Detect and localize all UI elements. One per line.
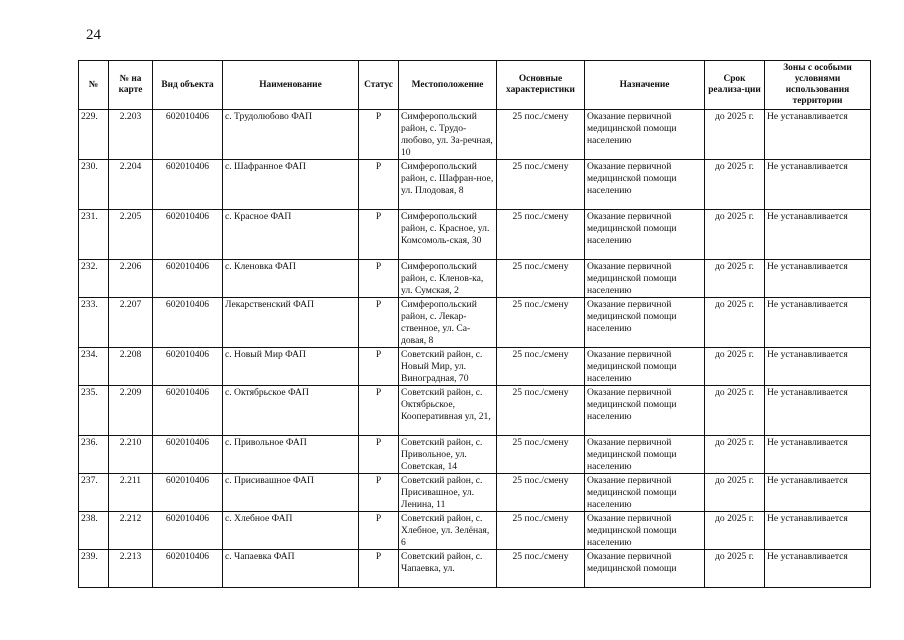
object-name-text: с. Привольное ФАП (225, 437, 307, 448)
header-zones: Зоны с особыми условиями использования территории (765, 61, 871, 110)
cell-special-zones (765, 210, 871, 260)
cell-row-number (79, 386, 109, 436)
object-status-text: Р (375, 437, 382, 448)
cell-object-status (359, 160, 399, 210)
row-number-text: 237. (81, 475, 98, 486)
table-row (79, 348, 871, 386)
map-number-text: 2.212 (119, 513, 142, 524)
cell-object-characteristics (497, 260, 585, 298)
cell-object-location (399, 512, 497, 550)
cell-object-status (359, 386, 399, 436)
cell-object-name (223, 474, 359, 512)
special-zones-text: Не устанавливается (767, 551, 848, 562)
cell-object-type-code (153, 260, 223, 298)
cell-implementation-deadline (705, 260, 765, 298)
row-number-text: 238. (81, 513, 98, 524)
cell-object-status (359, 550, 399, 588)
cell-object-type-code (153, 348, 223, 386)
row-number-text: 234. (81, 349, 98, 360)
header-status: Статус (359, 61, 399, 110)
object-characteristics-text: 25 пос./смену (512, 261, 569, 272)
row-number-text: 236. (81, 437, 98, 448)
object-location-text: Симферопольский район, с. Шафран-ное, ул. Плодовая, 8 (401, 161, 494, 196)
cell-map-number (109, 512, 153, 550)
cell-implementation-deadline (705, 512, 765, 550)
cell-special-zones (765, 348, 871, 386)
cell-object-type-code (153, 550, 223, 588)
implementation-deadline-text: до 2025 г. (715, 349, 754, 360)
special-zones-text: Не устанавливается (767, 211, 848, 222)
header-map-num: № на карте (109, 61, 153, 110)
object-type-code-text: 602010406 (165, 387, 210, 398)
implementation-deadline-text: до 2025 г. (715, 513, 754, 524)
object-name-text: с. Красное ФАП (225, 211, 292, 222)
cell-object-location (399, 436, 497, 474)
cell-implementation-deadline (705, 110, 765, 160)
object-characteristics-text: 25 пос./смену (512, 437, 569, 448)
implementation-deadline-text: до 2025 г. (715, 551, 754, 562)
table-header (79, 61, 871, 110)
cell-object-type-code (153, 386, 223, 436)
cell-object-characteristics (497, 210, 585, 260)
cell-object-purpose (585, 386, 705, 436)
cell-object-characteristics (497, 298, 585, 348)
object-purpose-text: Оказание первичной медицинской помощи населению (587, 513, 677, 548)
object-status-text: Р (375, 387, 382, 398)
cell-object-purpose (585, 110, 705, 160)
cell-special-zones (765, 512, 871, 550)
cell-object-name (223, 348, 359, 386)
implementation-deadline-text: до 2025 г. (715, 437, 754, 448)
cell-object-location (399, 348, 497, 386)
table-row (79, 386, 871, 436)
cell-map-number (109, 436, 153, 474)
cell-row-number (79, 474, 109, 512)
header-num: № (79, 61, 109, 110)
object-type-code-text: 602010406 (165, 261, 210, 272)
special-zones-text: Не устанавливается (767, 111, 848, 122)
header-purpose: Назначение (585, 61, 705, 110)
special-zones-text: Не устанавливается (767, 349, 848, 360)
implementation-deadline-text: до 2025 г. (715, 387, 754, 398)
cell-object-type-code (153, 512, 223, 550)
cell-object-status (359, 298, 399, 348)
special-zones-text: Не устанавливается (767, 299, 848, 310)
table-row (79, 550, 871, 588)
table-row (79, 110, 871, 160)
cell-object-location (399, 110, 497, 160)
cell-object-characteristics (497, 160, 585, 210)
cell-implementation-deadline (705, 436, 765, 474)
object-location-text: Советский район, с. Чапаевка, ул. (401, 551, 483, 574)
object-name-text: с. Чапаевка ФАП (225, 551, 295, 562)
object-type-code-text: 602010406 (165, 299, 210, 310)
cell-object-name (223, 386, 359, 436)
object-location-text: Симферопольский район, с. Трудо-любово, ул. За-речная, 10 (401, 111, 493, 158)
map-number-text: 2.204 (119, 161, 142, 172)
cell-object-status (359, 474, 399, 512)
cell-implementation-deadline (705, 348, 765, 386)
object-name-text: с. Новый Мир ФАП (225, 349, 306, 360)
object-type-code-text: 602010406 (165, 513, 210, 524)
object-location-text: Симферопольский район, с. Красное, ул. Комсомоль-ская, 30 (401, 211, 490, 246)
object-name-text: с. Кленовка ФАП (225, 261, 296, 272)
object-characteristics-text: 25 пос./смену (512, 299, 569, 310)
cell-map-number (109, 550, 153, 588)
object-purpose-text: Оказание первичной медицинской помощи населению (587, 475, 677, 510)
objects-table (78, 60, 871, 588)
special-zones-text: Не устанавливается (767, 437, 848, 448)
cell-map-number (109, 210, 153, 260)
object-name-text: с. Октябрьское ФАП (225, 387, 309, 398)
cell-implementation-deadline (705, 474, 765, 512)
object-type-code-text: 602010406 (165, 211, 210, 222)
cell-object-status (359, 436, 399, 474)
cell-map-number (109, 160, 153, 210)
object-type-code-text: 602010406 (165, 161, 210, 172)
object-characteristics-text: 25 пос./смену (512, 551, 569, 562)
cell-map-number (109, 298, 153, 348)
cell-row-number (79, 110, 109, 160)
special-zones-text: Не устанавливается (767, 261, 848, 272)
object-status-text: Р (375, 211, 382, 222)
cell-object-status (359, 260, 399, 298)
object-name-text: с. Трудолюбово ФАП (225, 111, 313, 122)
cell-implementation-deadline (705, 550, 765, 588)
row-number-text: 230. (81, 161, 98, 172)
object-characteristics-text: 25 пос./смену (512, 111, 569, 122)
cell-row-number (79, 550, 109, 588)
row-number-text: 229. (81, 111, 98, 122)
map-number-text: 2.210 (119, 437, 142, 448)
object-type-code-text: 602010406 (165, 111, 210, 122)
cell-object-characteristics (497, 110, 585, 160)
cell-object-purpose (585, 260, 705, 298)
object-name-text: с. Присивашное ФАП (225, 475, 314, 486)
row-number-text: 235. (81, 387, 98, 398)
header-characteristics: Основные характеристики (497, 61, 585, 110)
map-number-text: 2.208 (119, 349, 142, 360)
cell-row-number (79, 436, 109, 474)
object-characteristics-text: 25 пос./смену (512, 475, 569, 486)
cell-object-location (399, 260, 497, 298)
cell-row-number (79, 210, 109, 260)
implementation-deadline-text: до 2025 г. (715, 111, 754, 122)
object-name-text: с. Хлебное ФАП (225, 513, 293, 524)
cell-object-type-code (153, 210, 223, 260)
cell-object-purpose (585, 298, 705, 348)
implementation-deadline-text: до 2025 г. (715, 161, 754, 172)
map-number-text: 2.205 (119, 211, 142, 222)
cell-map-number (109, 474, 153, 512)
object-characteristics-text: 25 пос./смену (512, 161, 569, 172)
cell-object-characteristics (497, 386, 585, 436)
cell-object-type-code (153, 110, 223, 160)
object-name-text: Лекарственский ФАП (225, 299, 315, 310)
cell-row-number (79, 160, 109, 210)
object-characteristics-text: 25 пос./смену (512, 211, 569, 222)
object-characteristics-text: 25 пос./смену (512, 387, 569, 398)
object-location-text: Советский район, с. Присивашное, ул. Ленина, 11 (401, 475, 483, 510)
map-number-text: 2.211 (119, 475, 142, 486)
implementation-deadline-text: до 2025 г. (715, 211, 754, 222)
object-location-text: Советский район, с. Привольное, ул. Советская, 14 (401, 437, 483, 472)
cell-special-zones (765, 474, 871, 512)
row-number-text: 232. (81, 261, 98, 272)
cell-object-name (223, 160, 359, 210)
cell-object-name (223, 298, 359, 348)
object-purpose-text: Оказание первичной медицинской помощи населению (587, 161, 677, 196)
cell-row-number (79, 512, 109, 550)
cell-special-zones (765, 260, 871, 298)
object-status-text: Р (375, 349, 382, 360)
cell-object-purpose (585, 474, 705, 512)
object-purpose-text: Оказание первичной медицинской помощи населению (587, 437, 677, 472)
object-purpose-text: Оказание первичной медицинской помощи населению (587, 349, 677, 384)
object-name-text: с. Шафранное ФАП (225, 161, 306, 172)
cell-special-zones (765, 298, 871, 348)
cell-object-purpose (585, 436, 705, 474)
cell-implementation-deadline (705, 160, 765, 210)
cell-object-location (399, 550, 497, 588)
implementation-deadline-text: до 2025 г. (715, 261, 754, 272)
map-number-text: 2.213 (119, 551, 142, 562)
cell-object-purpose (585, 160, 705, 210)
cell-object-characteristics (497, 474, 585, 512)
table-row (79, 160, 871, 210)
object-status-text: Р (375, 299, 382, 310)
cell-object-name (223, 260, 359, 298)
object-characteristics-text: 25 пос./смену (512, 349, 569, 360)
cell-object-name (223, 110, 359, 160)
cell-object-type-code (153, 436, 223, 474)
cell-object-name (223, 210, 359, 260)
object-type-code-text: 602010406 (165, 551, 210, 562)
cell-row-number (79, 348, 109, 386)
table-row (79, 512, 871, 550)
row-number-text: 231. (81, 211, 98, 222)
header-location: Местоположение (399, 61, 497, 110)
object-location-text: Симферопольский район, с. Лекар-ственное, ул. Са-довая, 8 (401, 299, 477, 346)
object-status-text: Р (375, 161, 382, 172)
special-zones-text: Не устанавливается (767, 161, 848, 172)
cell-row-number (79, 298, 109, 348)
cell-object-status (359, 512, 399, 550)
implementation-deadline-text: до 2025 г. (715, 299, 754, 310)
cell-object-type-code (153, 298, 223, 348)
map-number-text: 2.207 (119, 299, 142, 310)
object-location-text: Советский район, с. Октябрьское, Кооперативная ул, 21, (401, 387, 491, 422)
cell-object-location (399, 474, 497, 512)
cell-special-zones (765, 550, 871, 588)
cell-object-characteristics (497, 436, 585, 474)
cell-object-purpose (585, 348, 705, 386)
cell-object-characteristics (497, 512, 585, 550)
cell-object-purpose (585, 210, 705, 260)
object-status-text: Р (375, 261, 382, 272)
cell-object-location (399, 298, 497, 348)
cell-object-purpose (585, 512, 705, 550)
cell-object-location (399, 210, 497, 260)
implementation-deadline-text: до 2025 г. (715, 475, 754, 486)
cell-object-type-code (153, 160, 223, 210)
cell-object-status (359, 348, 399, 386)
cell-object-purpose (585, 550, 705, 588)
object-characteristics-text: 25 пос./смену (512, 513, 569, 524)
cell-object-location (399, 160, 497, 210)
header-name: Наименование (223, 61, 359, 110)
cell-implementation-deadline (705, 386, 765, 436)
object-type-code-text: 602010406 (165, 437, 210, 448)
cell-object-status (359, 110, 399, 160)
object-location-text: Советский район, с. Хлебное, ул. Зелёная, 6 (401, 513, 490, 548)
cell-object-location (399, 386, 497, 436)
cell-special-zones (765, 436, 871, 474)
table-row (79, 436, 871, 474)
object-status-text: Р (375, 551, 382, 562)
map-number-text: 2.203 (119, 111, 142, 122)
table-row (79, 210, 871, 260)
object-type-code-text: 602010406 (165, 475, 210, 486)
header-object-type: Вид объекта (153, 61, 223, 110)
cell-implementation-deadline (705, 210, 765, 260)
object-status-text: Р (375, 111, 382, 122)
map-number-text: 2.206 (119, 261, 142, 272)
cell-special-zones (765, 160, 871, 210)
object-type-code-text: 602010406 (165, 349, 210, 360)
cell-object-name (223, 550, 359, 588)
row-number-text: 239. (81, 551, 98, 562)
cell-object-name (223, 436, 359, 474)
cell-special-zones (765, 110, 871, 160)
special-zones-text: Не устанавливается (767, 513, 848, 524)
cell-object-type-code (153, 474, 223, 512)
cell-special-zones (765, 386, 871, 436)
object-purpose-text: Оказание первичной медицинской помощи населению (587, 299, 677, 334)
cell-object-characteristics (497, 348, 585, 386)
object-status-text: Р (375, 513, 382, 524)
cell-map-number (109, 110, 153, 160)
table-row (79, 474, 871, 512)
page-number: 24 (86, 27, 101, 43)
cell-map-number (109, 260, 153, 298)
object-location-text: Симферопольский район, с. Кленов-ка, ул. Сумская, 2 (401, 261, 484, 296)
object-purpose-text: Оказание первичной медицинской помощи населению (587, 111, 677, 146)
cell-object-name (223, 512, 359, 550)
object-purpose-text: Оказание первичной медицинской помощи населению (587, 211, 677, 246)
table-body (79, 110, 871, 588)
table-row (79, 260, 871, 298)
cell-row-number (79, 260, 109, 298)
object-purpose-text: Оказание первичной медицинской помощи населению (587, 261, 677, 296)
object-purpose-text: Оказание первичной медицинской помощи (587, 551, 677, 574)
row-number-text: 233. (81, 299, 98, 310)
header-deadline: Срок реализа-ции (705, 61, 765, 110)
cell-object-characteristics (497, 550, 585, 588)
object-purpose-text: Оказание первичной медицинской помощи населению (587, 387, 677, 422)
cell-map-number (109, 348, 153, 386)
special-zones-text: Не устанавливается (767, 475, 848, 486)
object-location-text: Советский район, с. Новый Мир, ул. Виноградная, 70 (401, 349, 483, 384)
table-row (79, 298, 871, 348)
special-zones-text: Не устанавливается (767, 387, 848, 398)
cell-object-status (359, 210, 399, 260)
cell-implementation-deadline (705, 298, 765, 348)
object-status-text: Р (375, 475, 382, 486)
map-number-text: 2.209 (119, 387, 142, 398)
cell-map-number (109, 386, 153, 436)
